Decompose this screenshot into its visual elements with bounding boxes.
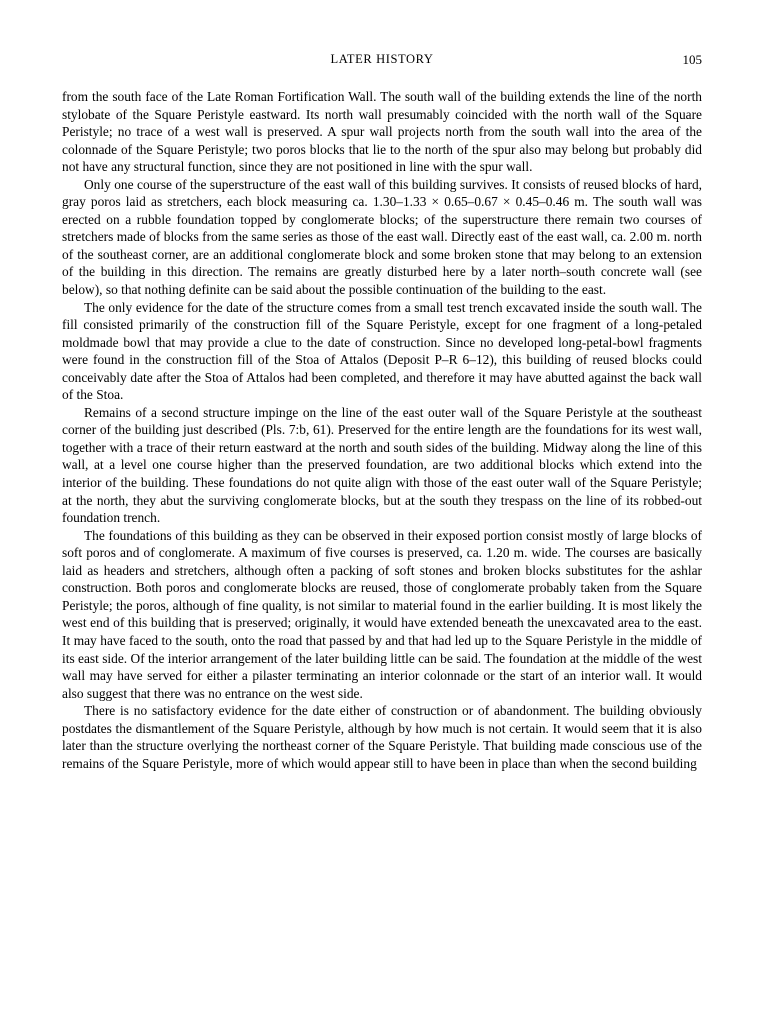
page-number: 105 — [682, 52, 702, 67]
running-head: LATER HISTORY — [330, 52, 434, 66]
body-text — [62, 88, 702, 772]
paragraph: Remains of a second structure impinge on the line of the east outer wall of the Square Peristyle at the southeast corner of the building just described (Pls. 7:b, 61). Preserved for the entire length are the foundations for its west wall, together with a trace of their return eastward at the north and south sides of the building. Midway along the line of this wall, at a level one course higher than the preserved foundation, are two additional blocks which extend into the interior of the building. These foundations do not quite align with those of the east outer wall of the Square Peristyle; at the north, they abut the surviving conglomerate blocks, but at the south they trespass on the line of its robbed-out foundation trench. — [62, 404, 702, 526]
paragraph: Only one course of the superstructure of the east wall of this building survives. It consists of reused blocks of hard, gray poros laid as stretchers, each block measuring ca. 1.30–1.33 × 0.65–0.67 × 0.45–0.46 m. The south wall was erected on a rubble foundation topped by conglomerate blocks; of the superstructure there remain two courses of stretchers made of blocks from the same series as those of the east wall. Directly east of the east wall, ca. 2.00 m. north of the southeast corner, are an additional conglomerate block and some broken stone that may belong to an extension of the building in this direction. The remains are greatly disturbed here by a later north–south concrete wall (see below), so that nothing definite can be said about the possible continuation of the building to the east. — [62, 176, 702, 298]
paragraph: from the south face of the Late Roman Fortification Wall. The south wall of the building extends the line of the north stylobate of the Square Peristyle eastward. Its north wall presumably coincided with the north wall of the Square Peristyle; no trace of a west wall is preserved. A spur wall projects north from the south wall into the area of the colonnade of the Square Peristyle; two poros blocks that lie to the north of the spur also may belong but probably did not have any structural function, since they are not positioned in line with the spur wall. — [62, 89, 702, 175]
paragraph: The foundations of this building as they can be observed in their exposed portion consist mostly of large blocks of soft poros and of conglomerate. A maximum of five courses is preserved, ca. 1.20 m. wide. The courses are basically laid as headers and stretchers, although often a packing of soft stones and broken blocks substitutes for the ashlar construction. Both poros and conglomerate blocks are reused, those of conglomerate probably taken from the Square Peristyle; the poros, although of fine quality, is not similar to material found in the earlier building. It is most likely the west end of this building that is preserved; originally, it would have extended beneath the unexcavated area to the east. It may have faced to the south, onto the road that passed by and that had led up to the Square Peristyle in the middle of its east side. Of the interior arrangement of the later building little can be said. The foundation at the middle of the west wall may have served for either a pilaster terminating an interior colonnade or the start of an interior wall. It would also suggest that there was no entrance on the west side. — [62, 527, 702, 701]
page-header — [62, 52, 702, 80]
paragraph: There is no satisfactory evidence for the date either of construction or of abandonment. The building obviously postdates the dismantlement of the Square Peristyle, although by how much is not certain. It would seem that it is also later than the structure overlying the northeast corner of the Square Peristyle. That building made conscious use of the remains of the Square Peristyle, more of which would appear still to have been in place than when the second building — [62, 703, 702, 771]
paragraph: The only evidence for the date of the structure comes from a small test trench excavated inside the south wall. The fill consisted primarily of the construction fill of the Square Peristyle, except for one fragment of a long-petaled moldmade bowl that may provide a clue to the date of construction. Since no developed long-petal-bowl fragments were found in the construction fill of the Stoa of Attalos (Deposit P–R 6–12), this building of reused blocks could conceivably date after the Stoa of Attalos had been completed, and therefore it may have abutted against the back wall of the Stoa. — [62, 299, 702, 403]
